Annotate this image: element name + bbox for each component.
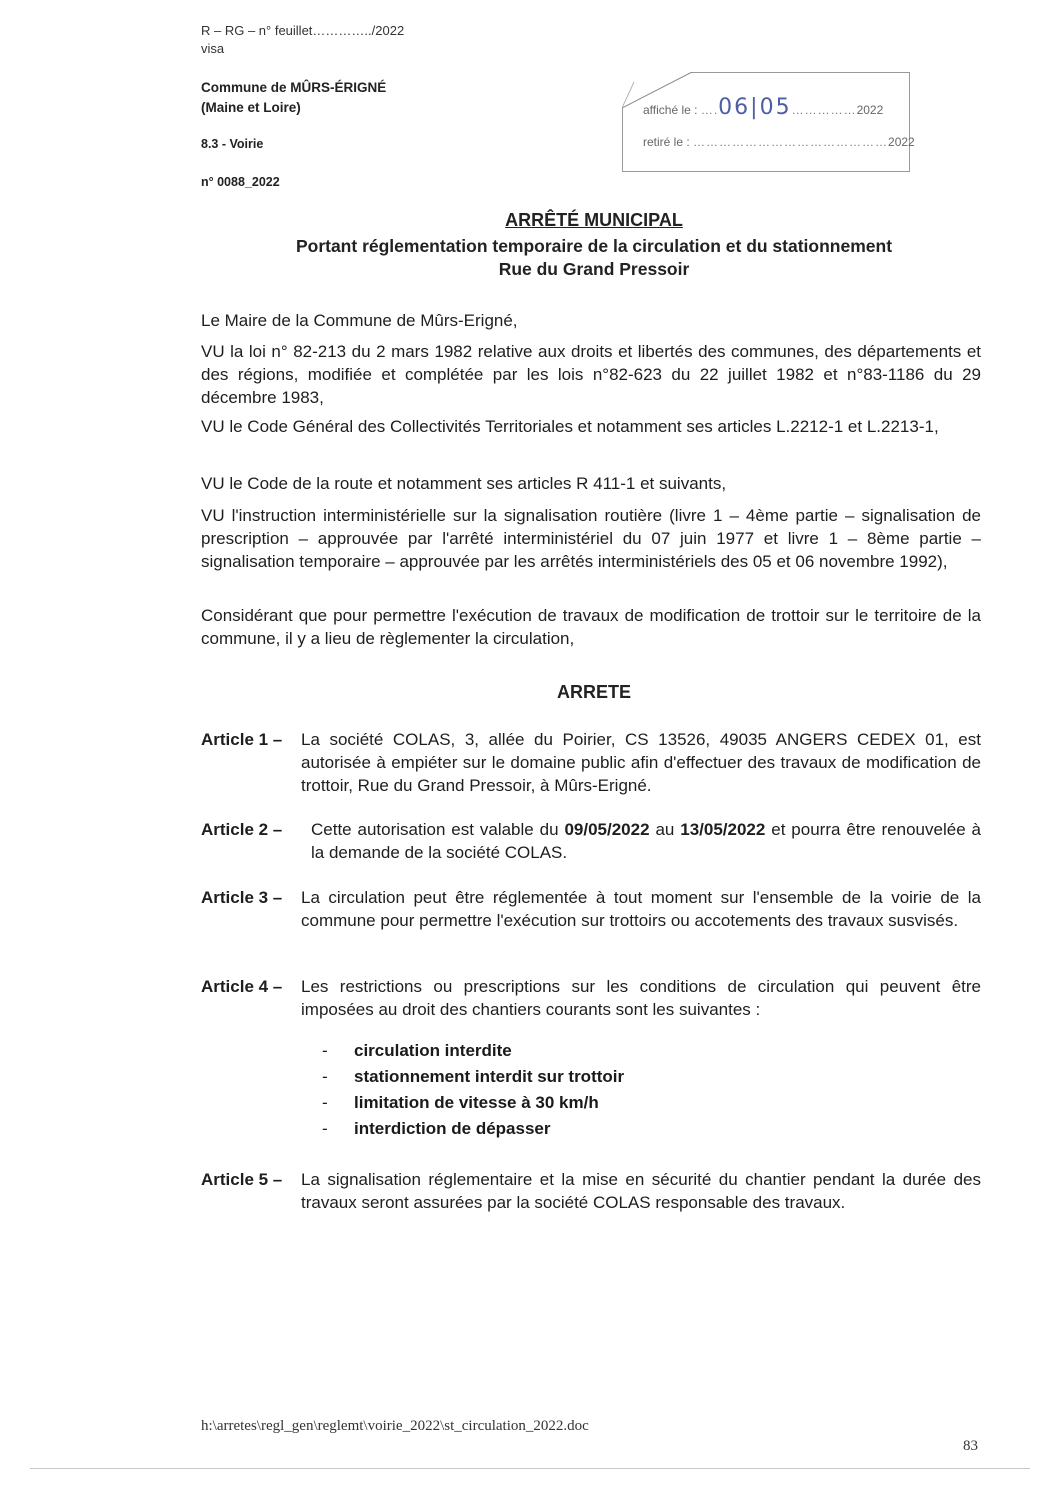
arrete-heading: ARRETE — [556, 682, 631, 702]
article-3-label: Article 3 – — [201, 888, 283, 907]
article-5-label: Article 5 – — [201, 1170, 283, 1189]
list-item-text: circulation interdite — [354, 1041, 512, 1060]
article-1-label: Article 1 – — [201, 730, 283, 749]
article-1-text — [301, 728, 981, 797]
article-2-part-b: au — [649, 820, 681, 839]
preamble-mayor: Le Maire de la Commune de Mûrs-Erigné, — [201, 311, 518, 330]
article-3-text: La circulation peut être réglementée à tout moment sur l'ensemble de la voirie de la commune pour permettre l'exécution sur trottoirs ou accotements des travaux susvisés. — [301, 888, 981, 930]
article-2-part-c: et pourra être renouvelée à la demande de la société COLAS. — [311, 820, 981, 862]
department: (Maine et Loire) — [201, 100, 301, 115]
article-5-text: La signalisation réglementaire et la mise en sécurité du chantier pendant la durée des travaux seront assurées par la société COLAS responsable des travaux. — [301, 1170, 981, 1212]
preamble-vu-cgct: VU le Code Général des Collectivités Territoriales et notamment ses articles L.2212-1 et L.2213-1, — [201, 417, 939, 436]
file-path: h:\arretes\regl_gen\reglemt\voirie_2022\st_circulation_2022.doc — [201, 1418, 589, 1434]
article-2-date-to: 13/05/2022 — [680, 820, 766, 839]
article-2-label: Article 2 – — [201, 820, 283, 839]
preamble-vu-code-route: VU le Code de la route et notamment ses articles R 411-1 et suivants, — [201, 474, 727, 493]
article-1-body: La société COLAS, 3, allée du Poirier, CS 13526, 49035 ANGERS CEDEX 01, est autorisée à empiéter sur le domaine public afin d'effectuer des travaux de modification de trottoir, Rue du Grand Pressoir, à Mûrs-Erigné. — [301, 730, 981, 795]
preamble-vu-loi: VU la loi n° 82-213 du 2 mars 1982 relative aux droits et libertés des communes, des départements et des régions, modifiée et complétée par les lois n°82-623 du 22 juillet 1982 et n°83-1186 du 29 décembre 1983, — [201, 342, 981, 407]
document-number: n° 0088_2022 — [201, 175, 280, 189]
list-item-text: interdiction de dépasser — [354, 1119, 551, 1138]
category: 8.3 - Voirie — [201, 137, 264, 151]
list-item-text: limitation de vitesse à 30 km/h — [354, 1093, 599, 1112]
bottom-divider — [30, 1468, 1030, 1469]
article-4-label: Article 4 – — [201, 977, 283, 996]
visa-label: visa — [201, 41, 225, 56]
affiche-year: 2022 — [856, 103, 884, 117]
posting-stamp — [622, 72, 915, 172]
retire-year: 2022 — [888, 135, 915, 149]
list-item-text: stationnement interdit sur trottoir — [354, 1067, 625, 1086]
article-2-part-a: Cette autorisation est valable du — [311, 820, 565, 839]
article-4-text: Les restrictions ou prescriptions sur les conditions de circulation qui peuvent être imposées au droit des chantiers courants sont les suivantes : — [301, 977, 981, 1019]
preamble-vu-instruction: VU l'instruction interministérielle sur la signalisation routière (livre 1 – 4ème partie – signalisation de prescription – approuvée par l'arrêté interministériel du 07 juin 1977 et livre 1 – 8ème partie – signalisation temporaire – approuvée par les arrêtés interministériels des 05 et 06 novembre 1992), — [201, 506, 981, 571]
affiche-label: affiché le : — [643, 103, 698, 117]
commune-name: Commune de MÛRS-ÉRIGNÉ — [201, 80, 387, 95]
title-block — [0, 210, 1058, 231]
affiche-handwritten-date: 06|05 — [718, 95, 792, 120]
affiche-row: affiché le : ….06|05……………2022 — [643, 95, 884, 120]
ref-line: R – RG – n° feuillet…………../2022 — [201, 23, 405, 38]
document-title: ARRÊTÉ MUNICIPAL — [505, 210, 683, 230]
preamble-considerant: Considérant que pour permettre l'exécution de travaux de modification de trottoir sur le territoire de la commune, il y a lieu de règlementer la circulation, — [201, 606, 981, 648]
page-number: 83 — [963, 1438, 978, 1454]
subtitle-line-2: Rue du Grand Pressoir — [498, 259, 690, 279]
article-2-text — [311, 818, 981, 864]
subtitle-line-1: Portant réglementation temporaire de la circulation et du stationnement — [295, 236, 893, 256]
retire-row: retiré le : ………………………………………2022 — [643, 135, 915, 149]
retire-label: retiré le : — [643, 135, 690, 149]
article-2-date-from: 09/05/2022 — [564, 820, 650, 839]
